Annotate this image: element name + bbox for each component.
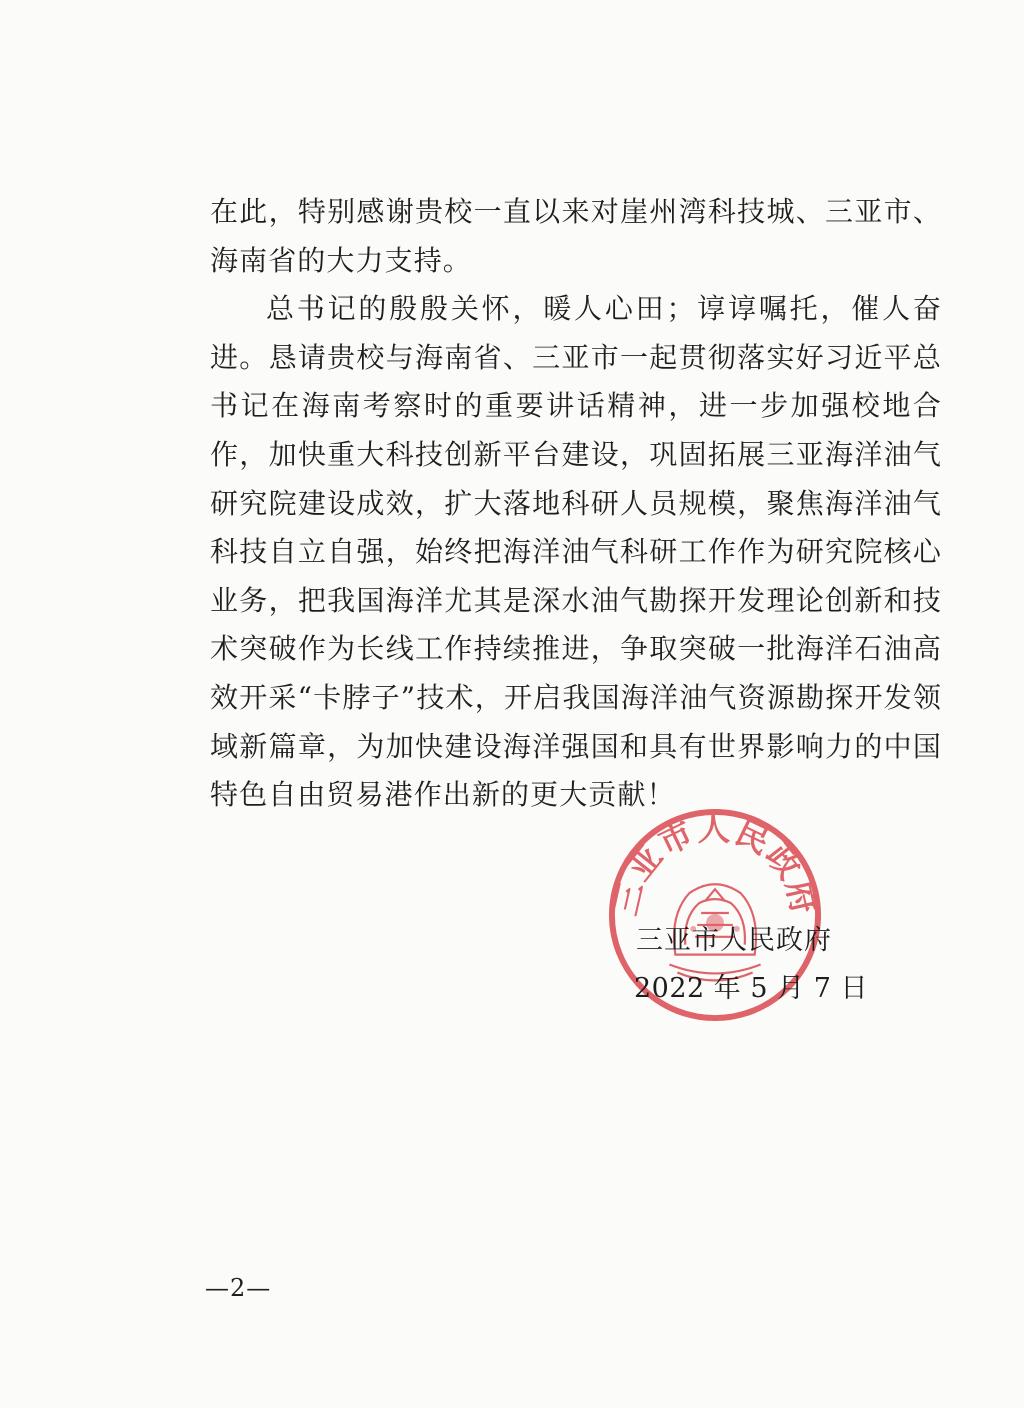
paragraph-request: 总书记的殷殷关怀，暖人心田；谆谆嘱托，催人奋进。恳请贵校与海南省、三亚市一起贯彻落实好习近平总书记在海南考察时的重要讲话精神，进一步加强校地合作，加快重大科技创新平台建设，巩固拓展三亚海洋油气研究院建设成效，扩大落地科研人员规模，聚焦海洋油气科技自立自强，始终把海洋油气科研工作作为研究院核心业务，把我国海洋尤其是深水油气勘探开发理论创新和技术突破作为长线工作持续推进，争取突破一批海洋石油高效开采“卡脖子”技术，开启我国海洋油气资源勘探开发领域新篇章，为加快建设海洋强国和具有世界影响力的中国特色自由贸易港作出新的更大贡献！ — [210, 292, 942, 812]
signature-date: 2022 年 5 月 7 日 — [634, 973, 868, 1004]
seal-text: 三亚市人民政府 — [608, 812, 822, 920]
page-number: —2— — [205, 1274, 272, 1302]
svg-text:三亚市人民政府 — [608, 812, 822, 919]
letter-body — [210, 188, 942, 820]
signature-organization: 三亚市人民政府 — [636, 925, 832, 956]
paragraph-thanks: 在此，特别感谢贵校一直以来对崖州湾科技城、三亚市、海南省的大力支持。 — [210, 195, 942, 277]
